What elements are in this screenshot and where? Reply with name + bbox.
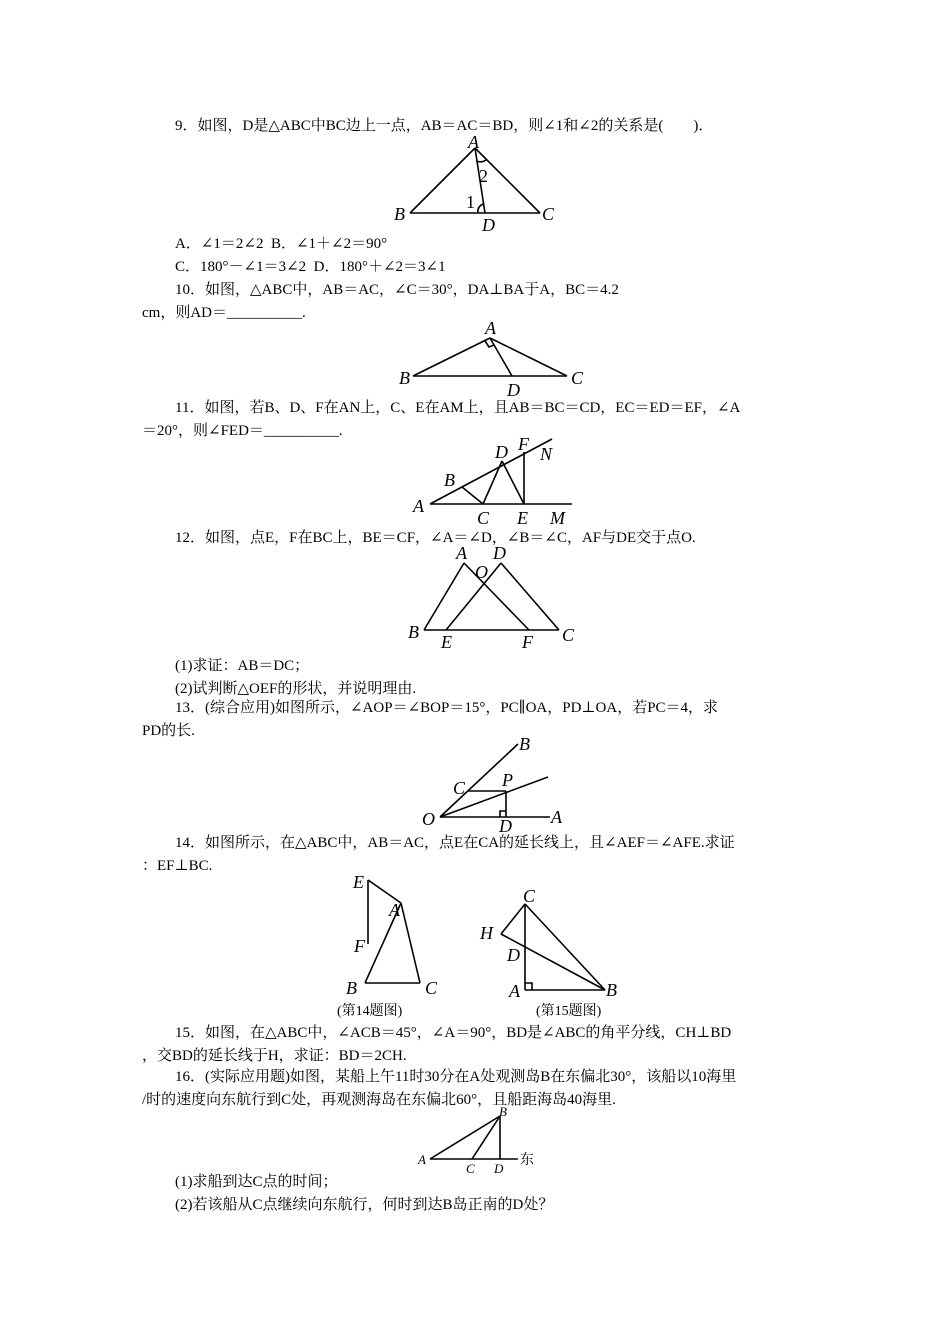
q14-label-F: F <box>354 936 365 956</box>
q11-label-M: M <box>550 508 565 528</box>
q13-label-B: B <box>519 734 530 754</box>
q9-options-cd: C．180°－∠1＝3∠2 D．180°＋∠2＝3∠1 <box>175 259 446 275</box>
q14-line1: 14．如图所示，在△ABC中，AB＝AC，点E在CA的延长线上，且∠AEF＝∠AFE.求证 <box>175 835 735 851</box>
q14-line2: ：EF⊥BC. <box>142 858 213 874</box>
q12-label-D: D <box>493 543 506 563</box>
q16-label-A: A <box>418 1152 426 1167</box>
q11-line2: ＝20°，则∠FED＝__________. <box>142 423 343 439</box>
q11-label-A: A <box>413 496 424 516</box>
q12-label-E: E <box>441 632 452 652</box>
q11-label-B: B <box>444 470 455 490</box>
q12-label-O: O <box>475 562 488 582</box>
q11-label-D: D <box>495 442 508 462</box>
q14-caption: (第14题图) <box>337 1004 403 1019</box>
q15-label-C: C <box>523 886 536 906</box>
q12-label-C: C <box>562 625 575 645</box>
q9-label-D: D <box>482 215 495 235</box>
q9-stem: 9．如图，D是△ABC中BC边上一点，AB＝AC＝BD，则∠1和∠2的关系是( )． <box>175 118 714 134</box>
q16-label-east: 东 <box>520 1153 534 1168</box>
q14-figure <box>335 868 455 998</box>
q12-figure <box>404 543 584 651</box>
q12-stem: 12．如图，点E，F在BC上，BE＝CF，∠A＝∠D，∠B＝∠C，AF与DE交于点O. <box>175 530 696 546</box>
q15-label-A: A <box>509 981 520 1001</box>
q13-label-O: O <box>422 809 435 829</box>
q13-figure <box>420 734 580 834</box>
q12-sub2: (2)试判断△OEF的形状，并说明理由. <box>175 681 417 697</box>
q9-figure <box>390 132 565 236</box>
q12-label-B: B <box>408 622 419 642</box>
q10-label-B: B <box>399 368 410 388</box>
q15-line2: ，交BD的延长线于H，求证：BD＝2CH. <box>142 1048 407 1064</box>
q10-line2: cm，则AD＝__________. <box>142 305 306 321</box>
q15-label-B: B <box>606 980 617 1000</box>
q11-label-N: N <box>540 444 553 464</box>
q10-label-C: C <box>571 368 584 388</box>
q16-sub2: (2)若该船从C点继续向东航行，何时到达B岛正南的D处？ <box>175 1197 554 1213</box>
q11-line1: 11．如图，若B、D、F在AN上，C、E在AM上，且AB＝BC＝CD，EC＝ED＝EF，∠A <box>175 400 741 416</box>
q12-label-F: F <box>522 632 533 652</box>
q10-label-A: A <box>485 318 496 338</box>
q15-figure <box>475 882 625 1002</box>
q14-label-A: A <box>389 900 400 920</box>
q10-label-D: D <box>507 380 520 400</box>
q16-label-D: D <box>494 1161 504 1176</box>
q12-label-A: A <box>456 543 467 563</box>
q16-line1: 16．(实际应用题)如图，某船上午11时30分在A处观测岛B在东偏北30°，该船以10海里 <box>175 1069 737 1085</box>
q13-line1: 13．(综合应用)如图所示，∠AOP＝∠BOP＝15°，PC∥OA，PD⊥OA，若PC＝4，求 <box>175 700 719 716</box>
q15-label-H: H <box>480 923 493 943</box>
q15-caption: (第15题图) <box>536 1004 602 1019</box>
q13-line2: PD的长. <box>142 723 195 739</box>
q14-label-E: E <box>353 872 364 892</box>
q15-label-D: D <box>507 945 520 965</box>
q15-line1: 15．如图，在△ABC中，∠ACB＝45°，∠A＝90°，BD是∠ABC的角平分线，CH⊥BD <box>175 1025 732 1041</box>
q9-angle-1: 1 <box>466 192 475 212</box>
q13-label-A: A <box>551 807 562 827</box>
q11-figure <box>410 434 590 530</box>
q14-label-C: C <box>425 978 438 998</box>
q9-options-ab: A．∠1＝2∠2 B．∠1＋∠2＝90° <box>175 236 388 252</box>
q13-label-D: D <box>499 816 512 836</box>
q16-sub1: (1)求船到达C点的时间； <box>175 1174 338 1190</box>
q16-label-C: C <box>466 1161 475 1176</box>
q9-label-A: A <box>468 132 479 152</box>
q16-label-B: B <box>499 1104 507 1119</box>
q11-label-F: F <box>518 434 529 454</box>
q10-figure <box>395 318 595 398</box>
q10-line1: 10．如图，△ABC中，AB＝AC，∠C＝30°，DA⊥BA于A，BC＝4.2 <box>175 282 619 298</box>
q14-label-B: B <box>346 978 357 998</box>
q16-line2: /时的速度向东航行到C处，再观测海岛在东偏北60°，且船距海岛40海里. <box>142 1092 616 1108</box>
q9-label-C: C <box>542 204 555 224</box>
q11-label-C: C <box>477 508 490 528</box>
q13-label-C: C <box>453 778 466 798</box>
q16-figure <box>410 1102 550 1177</box>
q9-angle-2: 2 <box>479 166 488 186</box>
q12-sub1: (1)求证：AB＝DC； <box>175 658 310 674</box>
q11-label-E: E <box>517 508 528 528</box>
q9-label-B: B <box>394 204 405 224</box>
q13-label-P: P <box>502 770 513 790</box>
